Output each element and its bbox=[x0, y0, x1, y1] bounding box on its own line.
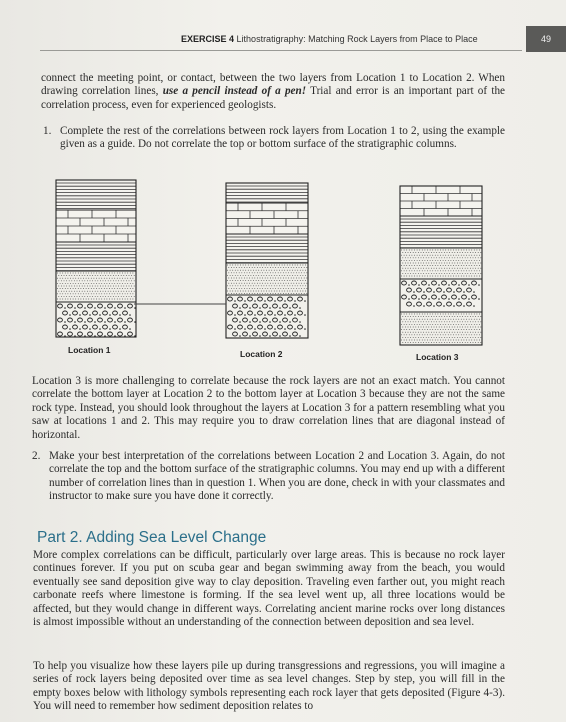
header-rule bbox=[40, 50, 522, 51]
intro-emphasis: use a pencil instead of a pen! bbox=[162, 85, 307, 98]
limestone-layer bbox=[56, 210, 136, 242]
location3-paragraph: Location 3 is more challenging to correlate because the rock layers are not an exact match. You cannot correlate the bottom layer at Location 2 to the bottom layer at Location 3 because they are not the same rock type. Instead, you should look throughout the layers at Location 3 for a pattern resembling what you saw at locations 1 and 2. This may require you to draw correlation lines that are diagonal instead of horizontal. bbox=[32, 375, 505, 441]
page-number: 49 bbox=[526, 26, 566, 52]
running-header bbox=[0, 0, 566, 56]
column-location-2 bbox=[226, 183, 308, 338]
sandstone-layer bbox=[226, 263, 308, 295]
example-correlation-line bbox=[130, 302, 230, 306]
part2-paragraph-2: To help you visualize how these layers pile up during transgressions and regressions, you will imagine a series of rock layers being deposited over time as sea level changes. Step by step, you will fill in the empty boxes below with lithology symbols representing each rock layer that gets deposited (Figure 4-3). You will need to remember how sediment deposition relates to bbox=[33, 660, 505, 713]
exercise-title: Lithostratigraphy: Matching Rock Layers from Place to Place bbox=[236, 34, 478, 44]
intro-text-a: connect the meeting point, or contact, between the two layers from Location 1 to Location 2. When drawing correlation lines, bbox=[41, 72, 505, 98]
shale-layer bbox=[56, 242, 136, 271]
question1-number: 1. bbox=[43, 125, 52, 137]
shale-layer bbox=[400, 216, 482, 248]
question2-number: 2. bbox=[32, 450, 41, 462]
conglomerate-layer bbox=[56, 302, 136, 337]
question2-text: Make your best interpretation of the correlations between Location 2 and Location 3. Again, do not correlate the top and the bottom surface of the stratigraphic columns. You may end up with a different number of correlation lines than in question 1. When you are done, check in with your classmates and instructor to make sure you have done it correctly. bbox=[49, 450, 505, 503]
sandstone-layer bbox=[56, 271, 136, 302]
exercise-label: EXERCISE 4 bbox=[181, 34, 235, 44]
limestone-layer bbox=[226, 203, 308, 234]
limestone-layer bbox=[400, 186, 482, 216]
shale-layer bbox=[226, 183, 308, 203]
section-heading: Part 2. Adding Sea Level Change bbox=[37, 529, 267, 546]
intro-paragraph bbox=[41, 72, 505, 112]
shale-layer bbox=[226, 234, 308, 263]
label-location-2: Location 2 bbox=[240, 349, 283, 359]
column-location-1 bbox=[56, 180, 136, 337]
part2-paragraph-1: More complex correlations can be difficult, particularly over large areas. This is because no rock layer continues forever. If you put on scuba gear and began swimming away from the beach, you would eventually see sand deposition give way to clay deposition. Traveling even farther out, you might reach carbonate reefs where limestone is forming. If the sea level went up, all three locations would be affected, but they would change in different ways. Correlating ancient marine rocks over long distances is almost impossible without an understanding of the connection between deposition and sea level. bbox=[33, 549, 505, 629]
conglomerate-layer bbox=[400, 279, 482, 312]
label-location-1: Location 1 bbox=[68, 345, 111, 355]
intro-text-b: Trial and error is an important part of the correlation process, even for experienced geologists. bbox=[41, 85, 506, 111]
conglomerate-layer bbox=[226, 295, 308, 338]
header-title bbox=[181, 34, 478, 44]
question1-text: Complete the rest of the correlations between rock layers from Location 1 to 2, using the example given as a guide. Do not correlate the top or bottom surface of the stratigraphic columns. bbox=[60, 125, 505, 151]
sandstone-layer bbox=[400, 312, 482, 345]
shale-layer bbox=[56, 180, 136, 210]
column-location-3 bbox=[400, 186, 482, 345]
sandstone-layer bbox=[400, 248, 482, 279]
label-location-3: Location 3 bbox=[416, 352, 459, 362]
